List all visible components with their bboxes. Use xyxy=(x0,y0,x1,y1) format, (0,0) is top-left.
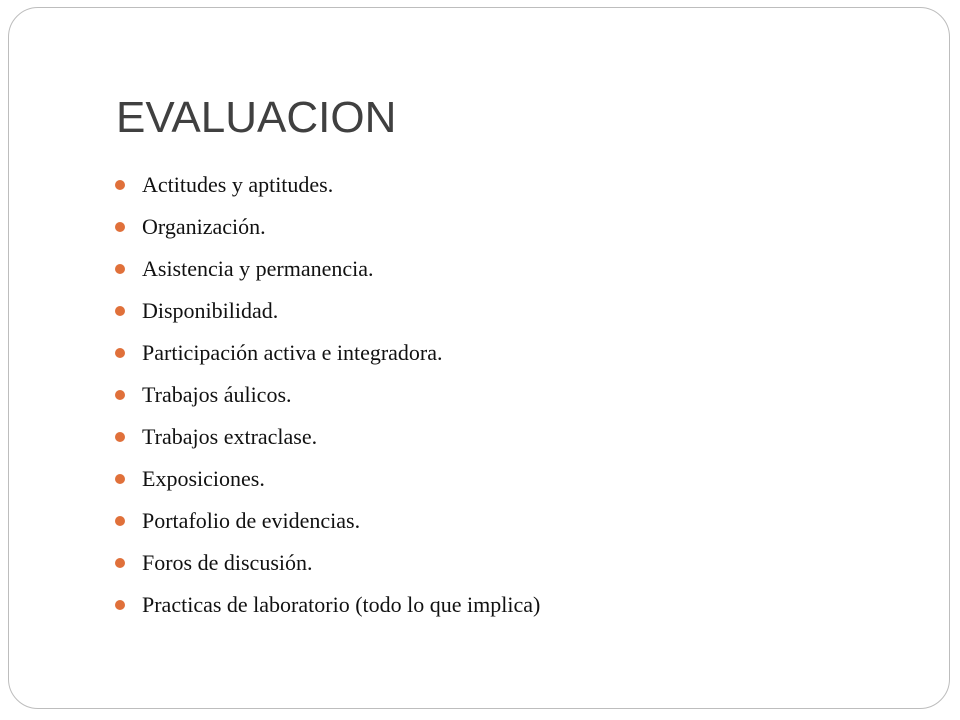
bullet-text: Trabajos áulicos. xyxy=(142,382,292,407)
bullet-text: Organización. xyxy=(142,214,266,239)
bullet-dot-icon xyxy=(115,348,125,358)
slide-title: EVALUACION xyxy=(116,93,397,142)
bullet-dot-icon xyxy=(115,558,125,568)
bullet-item xyxy=(115,374,540,416)
bullet-item xyxy=(115,290,540,332)
bullet-dot-icon xyxy=(115,390,125,400)
bullet-dot-icon xyxy=(115,432,125,442)
bullet-list xyxy=(115,164,540,626)
bullet-dot-icon xyxy=(115,222,125,232)
bullet-item xyxy=(115,458,540,500)
bullet-text: Practicas de laboratorio (todo lo que implica) xyxy=(142,592,541,617)
bullet-text: Trabajos extraclase. xyxy=(142,424,318,449)
bullet-dot-icon xyxy=(115,306,125,316)
bullet-item xyxy=(115,416,540,458)
bullet-dot-icon xyxy=(115,180,125,190)
bullet-dot-icon xyxy=(115,516,125,526)
bullet-text: Exposiciones. xyxy=(142,466,265,491)
bullet-dot-icon xyxy=(115,474,125,484)
bullet-text: Actitudes y aptitudes. xyxy=(142,172,334,197)
bullet-dot-icon xyxy=(115,264,125,274)
slide-frame xyxy=(8,7,950,709)
bullet-item xyxy=(115,584,540,626)
bullet-text: Participación activa e integradora. xyxy=(142,340,443,365)
bullet-item xyxy=(115,500,540,542)
bullet-dot-icon xyxy=(115,600,125,610)
bullet-text: Disponibilidad. xyxy=(142,298,279,323)
bullet-item xyxy=(115,248,540,290)
bullet-item xyxy=(115,206,540,248)
bullet-text: Asistencia y permanencia. xyxy=(142,256,374,281)
bullet-item xyxy=(115,542,540,584)
bullet-text: Portafolio de evidencias. xyxy=(142,508,361,533)
bullet-text: Foros de discusión. xyxy=(142,550,313,575)
bullet-item xyxy=(115,332,540,374)
bullet-item xyxy=(115,164,540,206)
